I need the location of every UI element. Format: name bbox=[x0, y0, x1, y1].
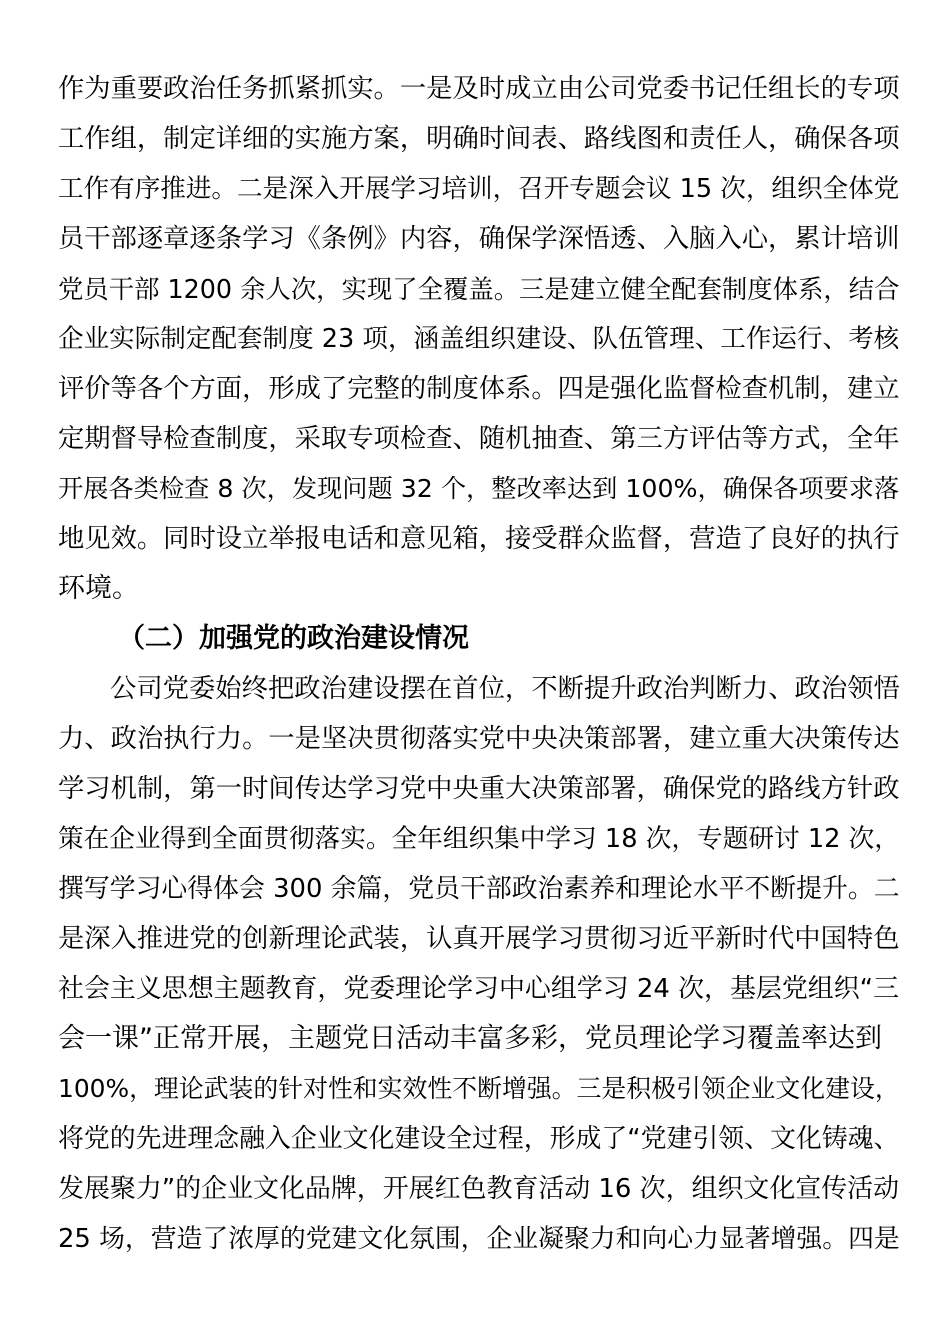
paragraph-2-line-11: 发展聚力”的企业文化品牌，开展红色教育活动 16 次，组织文化宣传活动 bbox=[58, 1174, 900, 1204]
paragraph-1-line-11: 环境。 bbox=[58, 573, 139, 604]
paragraph-2-line-10: 将党的先进理念融入企业文化建设全过程，形成了“党建引领、文化铸魂、 bbox=[58, 1124, 900, 1154]
paragraph-1-line-7: 评价等各个方面，形成了完整的制度体系。四是强化监督检查机制，建立 bbox=[58, 374, 900, 404]
paragraph-1-line-8: 定期督导检查制度，采取专项检查、随机抽查、第三方评估等方式，全年 bbox=[58, 424, 900, 454]
paragraph-2-line-12: 25 场，营造了浓厚的党建文化氛围，企业凝聚力和向心力显著增强。四是 bbox=[58, 1224, 900, 1254]
paragraph-2-line-9: 100%，理论武装的针对性和实效性不断增强。三是积极引领企业文化建设， bbox=[58, 1074, 900, 1103]
paragraph-1-line-9: 开展各类检查 8 次，发现问题 32 个，整改率达到 100%，确保各项要求落 bbox=[58, 474, 900, 503]
paragraph-2-line-8: 会一课”正常开展，主题党日活动丰富多彩，党员理论学习覆盖率达到 bbox=[58, 1023, 882, 1054]
paragraph-1-line-6: 企业实际制定配套制度 23 项，涵盖组织建设、队伍管理、工作运行、考核 bbox=[58, 324, 900, 354]
paragraph-2-line-4: 策在企业得到全面贯彻落实。全年组织集中学习 18 次，专题研讨 12 次， bbox=[58, 824, 900, 854]
paragraph-1-line-3: 工作有序推进。二是深入开展学习培训，召开专题会议 15 次，组织全体党 bbox=[58, 174, 900, 204]
paragraph-2-line-3: 学习机制，第一时间传达学习党中央重大决策部署，确保党的路线方针政 bbox=[58, 774, 900, 804]
paragraph-1-line-1: 作为重要政治任务抓紧抓实。一是及时成立由公司党委书记任组长的专项 bbox=[58, 74, 900, 104]
paragraph-1-line-2: 工作组，制定详细的实施方案，明确时间表、路线图和责任人，确保各项 bbox=[58, 124, 900, 154]
paragraph-1-line-10: 地见效。同时设立举报电话和意见箱，接受群众监督，营造了良好的执行 bbox=[58, 524, 900, 554]
paragraph-1-line-4: 员干部逐章逐条学习《条例》内容，确保学深悟透、入脑入心，累计培训 bbox=[58, 224, 900, 254]
paragraph-1-line-5: 党员干部 1200 余人次，实现了全覆盖。三是建立健全配套制度体系，结合 bbox=[58, 274, 900, 304]
paragraph-2-line-5: 撰写学习心得体会 300 余篇，党员干部政治素养和理论水平不断提升。二 bbox=[58, 874, 900, 904]
section-heading: （二）加强党的政治建设情况 bbox=[118, 623, 469, 654]
paragraph-2-line-6: 是深入推进党的创新理论武装，认真开展学习贯彻习近平新时代中国特色 bbox=[58, 924, 900, 954]
paragraph-2-line-1: 公司党委始终把政治建设摆在首位，不断提升政治判断力、政治领悟 bbox=[110, 674, 900, 704]
paragraph-2-line-7: 社会主义思想主题教育，党委理论学习中心组学习 24 次，基层党组织“三 bbox=[58, 974, 900, 1004]
paragraph-2-line-2: 力、政治执行力。一是坚决贯彻落实党中央决策部署，建立重大决策传达 bbox=[58, 724, 900, 754]
